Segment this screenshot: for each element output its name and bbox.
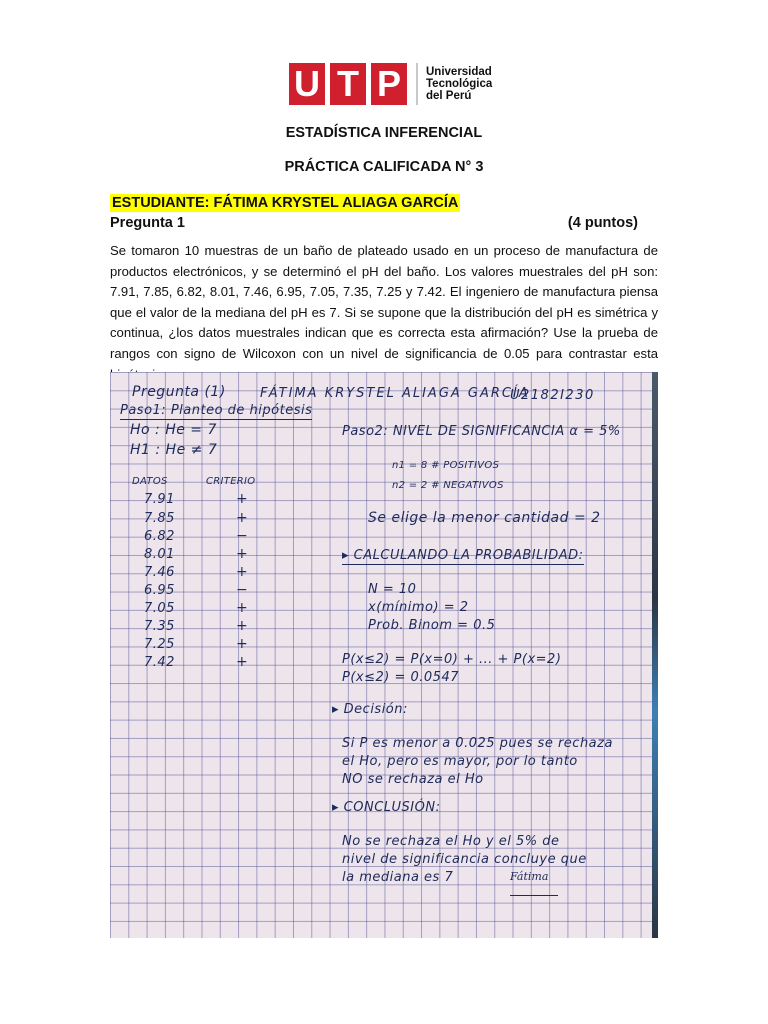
hw-data-value: 6.82: [144, 529, 175, 544]
signature: [510, 867, 558, 896]
logo-text-line: Universidad: [426, 66, 492, 78]
hw-sign: +: [236, 564, 249, 580]
handwritten-solution-photo: [110, 372, 658, 938]
hw-data-value: 7.46: [144, 565, 175, 580]
hw-sign: +: [236, 510, 249, 526]
hw-data-value: 8.01: [144, 547, 175, 562]
hw-conclusion-line: la mediana es 7: [342, 870, 454, 885]
hw-student-name: FÁTIMA KRYSTEL ALIAGA GARCÍA: [260, 386, 530, 401]
hw-data-value: 7.25: [144, 637, 175, 652]
hw-menor-cantidad: Se elige la menor cantidad = 2: [368, 510, 601, 526]
hw-data-value: 7.05: [144, 601, 175, 616]
hw-col-criterio: CRITERIO: [206, 476, 256, 487]
hw-n1: n1 = 8 # POSITIVOS: [392, 460, 500, 471]
hw-sign: +: [236, 600, 249, 616]
hw-data-value: 7.35: [144, 619, 175, 634]
hw-decision-title: ▸ Decisión:: [332, 702, 408, 717]
problem-statement: Se tomaron 10 muestras de un baño de plateado usado en un proceso de manufactura de productos electrónicos, y se determinó el pH del baño. Los valores muestrales del pH son: 7.91, 7.85, 6.82, 8.01, 7.46, 6.95, 7.05, 7.35, 7.25 y 7.42. El ingeniero de manufactura piensa que el valor de la mediana del pH es 7. Si se supone que la distribución del pH es simétrica y continua, ¿los datos muestrales indican que es correcta esta afirmación? Use la prueba de rangos con signo de Wilcoxon con un nivel de significancia de 0.05 para contrastar esta: [110, 243, 658, 361]
exam-title: PRÁCTICA CALIFICADA N° 3: [284, 159, 484, 175]
logo-letter-p: P: [371, 63, 407, 105]
hw-sign: +: [236, 636, 249, 652]
hw-x-min: x(mínimo) = 2: [368, 600, 469, 615]
hw-decision-line: Si P es menor a 0.025 pues se rechaza: [342, 736, 613, 751]
hw-data-value: 7.85: [144, 511, 175, 526]
hw-decision-line: NO se rechaza el Ho: [342, 772, 484, 787]
hw-n-total: N = 10: [368, 582, 417, 597]
hw-sign: +: [236, 491, 249, 507]
hw-data-value: 7.42: [144, 655, 175, 670]
hw-sign: +: [236, 618, 249, 634]
logo-divider: [416, 63, 418, 105]
logo-letter-t: T: [330, 63, 366, 105]
question-header: [110, 215, 638, 231]
hw-sign: +: [236, 546, 249, 562]
hw-sign: −: [236, 582, 249, 598]
hw-data-value: 7.91: [144, 492, 175, 507]
hw-h1: H1 : He ≠ 7: [130, 442, 218, 458]
logo-letter-u: U: [289, 63, 325, 105]
course-title: ESTADÍSTICA INFERENCIAL: [285, 125, 483, 141]
question-points: (4 puntos): [567, 215, 638, 231]
hw-decision-line: el Ho, pero es mayor, por lo tanto: [342, 754, 578, 769]
hw-step1: Paso1: Planteo de hipótesis: [120, 403, 313, 418]
hw-n2: n2 = 2 # NEGATIVOS: [392, 480, 504, 491]
logo-text-line: Tecnológica: [426, 78, 493, 90]
question-label: Pregunta 1: [110, 215, 185, 231]
hw-conclusion-title: ▸ CONCLUSIÓN:: [332, 800, 441, 815]
hw-step2: Paso2: NIVEL DE SIGNIFICANCIA α = 5%: [342, 424, 621, 439]
hw-prob-formula: P(x≤2) = P(x=0) + ... + P(x=2): [342, 652, 562, 667]
hw-col-datos: DATOS: [132, 476, 168, 487]
hw-conclusion-line: nivel de significancia concluye que: [342, 852, 587, 867]
hw-heading: Pregunta (1): [132, 384, 226, 400]
utp-logo: [289, 63, 492, 105]
hw-student-code: U2182I230: [510, 388, 595, 403]
notebook-edge: [652, 372, 658, 938]
logo-text: [426, 66, 492, 102]
hw-sign: −: [236, 528, 249, 544]
hw-prob-value: P(x≤2) = 0.0547: [342, 670, 459, 685]
logo-text-line: del Perú: [426, 90, 472, 102]
hw-h0: Ho : He = 7: [130, 422, 217, 438]
hw-calc-title: ▸ CALCULANDO LA PROBABILIDAD:: [342, 548, 584, 563]
student-name: ESTUDIANTE: FÁTIMA KRYSTEL ALIAGA GARCÍA: [112, 195, 459, 211]
hw-sign: +: [236, 654, 249, 670]
hw-conclusion-line: No se rechaza el Ho y el 5% de: [342, 834, 560, 849]
hw-binom: Prob. Binom = 0.5: [368, 618, 496, 633]
hw-data-value: 6.95: [144, 583, 175, 598]
signature-text: Fátima: [510, 870, 549, 883]
